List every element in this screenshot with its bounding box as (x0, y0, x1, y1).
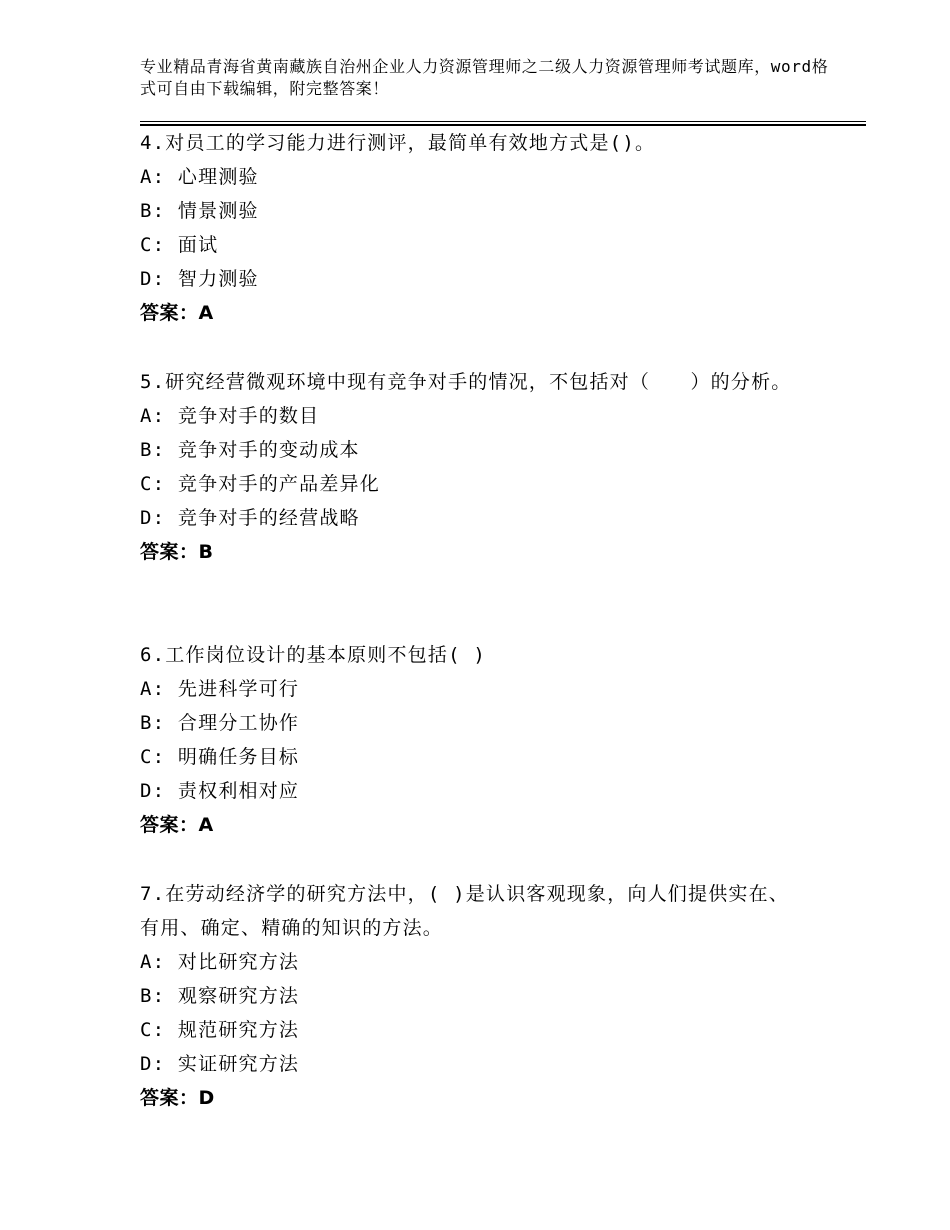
option-c: C: 竞争对手的产品差异化 (140, 473, 380, 495)
option-a: A: 竞争对手的数目 (140, 405, 320, 427)
option-d: D: 竞争对手的经营战略 (140, 507, 360, 529)
option-a: A: 先进科学可行 (140, 678, 300, 700)
option-d: D: 责权利相对应 (140, 780, 300, 802)
document-header (140, 56, 840, 100)
question-5 (140, 365, 805, 569)
header-divider-thin (140, 121, 866, 122)
option-c: C: 面试 (140, 234, 219, 256)
question-stem: 7.在劳动经济学的研究方法中，( )是认识客观现象，向人们提供实在、有用、确定、精确的知识的方法。 (140, 883, 789, 939)
header-text: 专业精品青海省黄南藏族自治州企业人力资源管理师之二级人力资源管理师考试题库，word格式可自由下载编辑，附完整答案！ (140, 57, 829, 98)
option-b: B: 合理分工协作 (140, 712, 300, 734)
question-6 (140, 638, 805, 842)
question-4 (140, 126, 805, 330)
option-b: B: 观察研究方法 (140, 985, 300, 1007)
question-stem: 6.工作岗位设计的基本原则不包括( ) (140, 644, 486, 666)
option-d: D: 实证研究方法 (140, 1053, 300, 1075)
answer-label: 答案：B (140, 541, 214, 563)
option-d: D: 智力测验 (140, 268, 259, 290)
question-7 (140, 877, 805, 1115)
option-b: B: 竞争对手的变动成本 (140, 439, 360, 461)
answer-label: 答案：D (140, 1087, 215, 1109)
answer-label: 答案：A (140, 814, 214, 836)
option-a: A: 对比研究方法 (140, 951, 300, 973)
question-stem: 5.研究经营微观环境中现有竞争对手的情况，不包括对（ ）的分析。 (140, 371, 792, 393)
option-a: A: 心理测验 (140, 166, 259, 188)
option-b: B: 情景测验 (140, 200, 259, 222)
option-c: C: 规范研究方法 (140, 1019, 300, 1041)
answer-label: 答案：A (140, 302, 214, 324)
option-c: C: 明确任务目标 (140, 746, 300, 768)
question-stem: 4.对员工的学习能力进行测评，最简单有效地方式是()。 (140, 132, 656, 154)
